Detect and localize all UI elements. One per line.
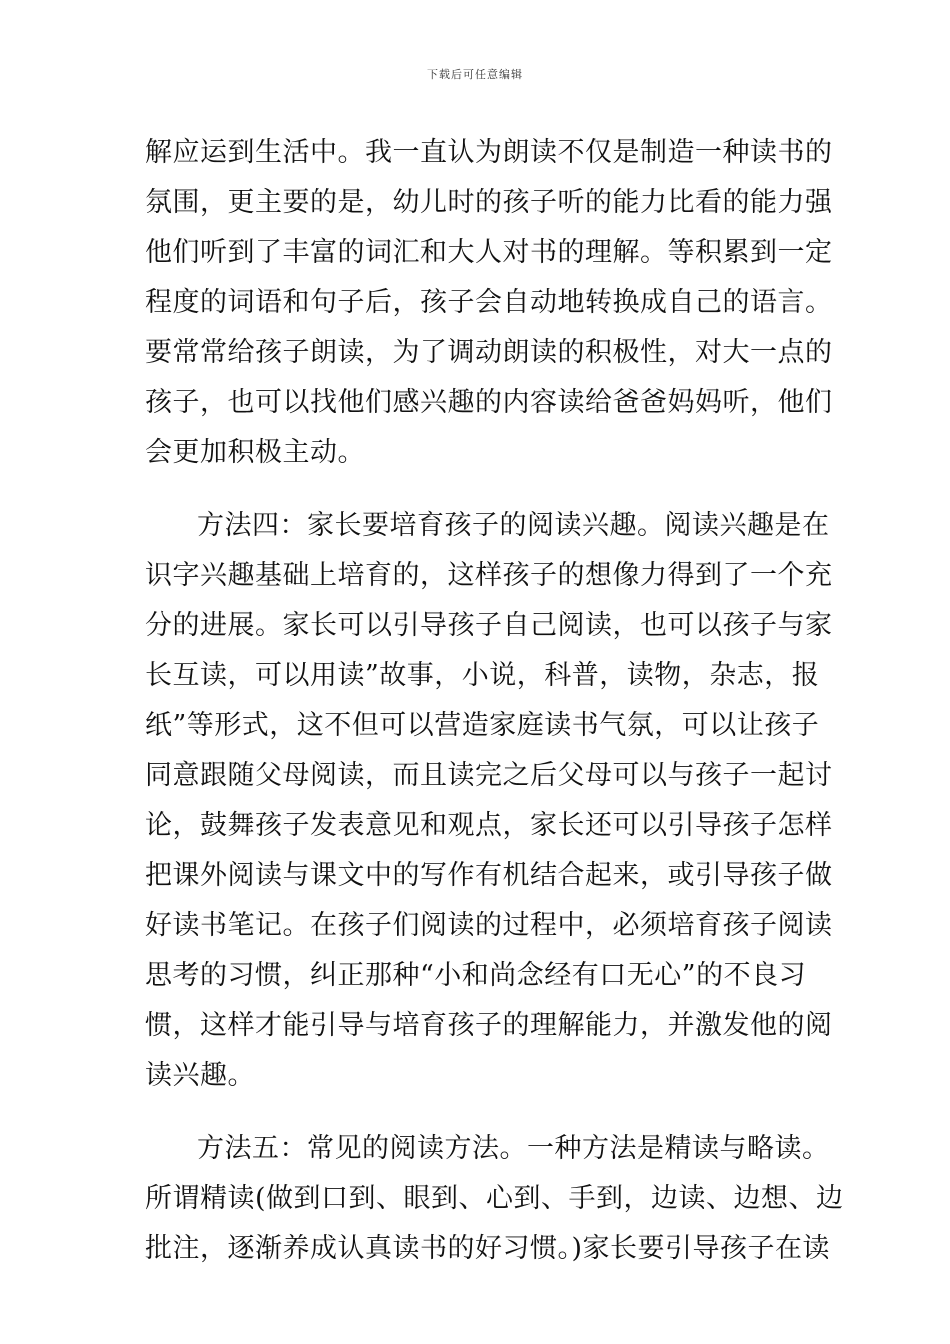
text-line: 方法五：常见的阅读方法。一种方法是精读与略读。 xyxy=(197,1133,830,1164)
text-line: 程度的词语和句子后，孩子会自动地转换成自己的语言。 xyxy=(145,287,833,318)
text-line: 会更加积极主动。 xyxy=(145,437,365,468)
paragraph-method-four xyxy=(145,501,833,1101)
text-line: 分的进展。家长可以引导孩子自己阅读，也可以孩子与家 xyxy=(145,610,833,641)
paragraph-1 xyxy=(145,128,833,478)
text-line: 思考的习惯，纠正那种“小和尚念经有口无心”的不良习 xyxy=(145,960,807,991)
text-line: 批注，逐渐养成认真读书的好习惯。)家长要引导孩子在读 xyxy=(145,1233,831,1264)
text-line: 解应运到生活中。我一直认为朗读不仅是制造一种读书的 xyxy=(145,137,833,168)
text-line: 同意跟随父母阅读，而且读完之后父母可以与孩子一起讨 xyxy=(145,760,833,791)
text-line: 所谓精读(做到口到、眼到、心到、手到，边读、边想、边 xyxy=(145,1183,844,1214)
text-line: 识字兴趣基础上培育的，这样孩子的想像力得到了一个充 xyxy=(145,560,833,591)
text-line: 读兴趣。 xyxy=(145,1060,255,1091)
text-line: 要常常给孩子朗读，为了调动朗读的积极性，对大一点的 xyxy=(145,337,833,368)
text-line: 惯，这样才能引导与培育孩子的理解能力，并激发他的阅 xyxy=(145,1010,833,1041)
text-line: 长互读，可以用读”故事，小说，科普，读物，杂志，报 xyxy=(145,660,820,691)
text-line: 方法四：家长要培育孩子的阅读兴趣。阅读兴趣是在 xyxy=(197,510,830,541)
header-note: 下载后可任意编辑 xyxy=(427,68,523,81)
text-line: 把课外阅读与课文中的写作有机结合起来，或引导孩子做 xyxy=(145,860,833,891)
text-line: 氛围，更主要的是，幼儿时的孩子听的能力比看的能力强 xyxy=(145,187,833,218)
text-line: 他们听到了丰富的词汇和大人对书的理解。等积累到一定 xyxy=(145,237,833,268)
text-line: 好读书笔记。在孩子们阅读的过程中，必须培育孩子阅读 xyxy=(145,910,833,941)
text-line: 论，鼓舞孩子发表意见和观点，家长还可以引导孩子怎样 xyxy=(145,810,833,841)
paragraph-method-five xyxy=(145,1124,844,1274)
text-line: 孩子，也可以找他们感兴趣的内容读给爸爸妈妈听，他们 xyxy=(145,387,833,418)
text-line: 纸”等形式，这不但可以营造家庭读书气氛，可以让孩子 xyxy=(145,710,820,741)
document-body xyxy=(145,128,844,1274)
